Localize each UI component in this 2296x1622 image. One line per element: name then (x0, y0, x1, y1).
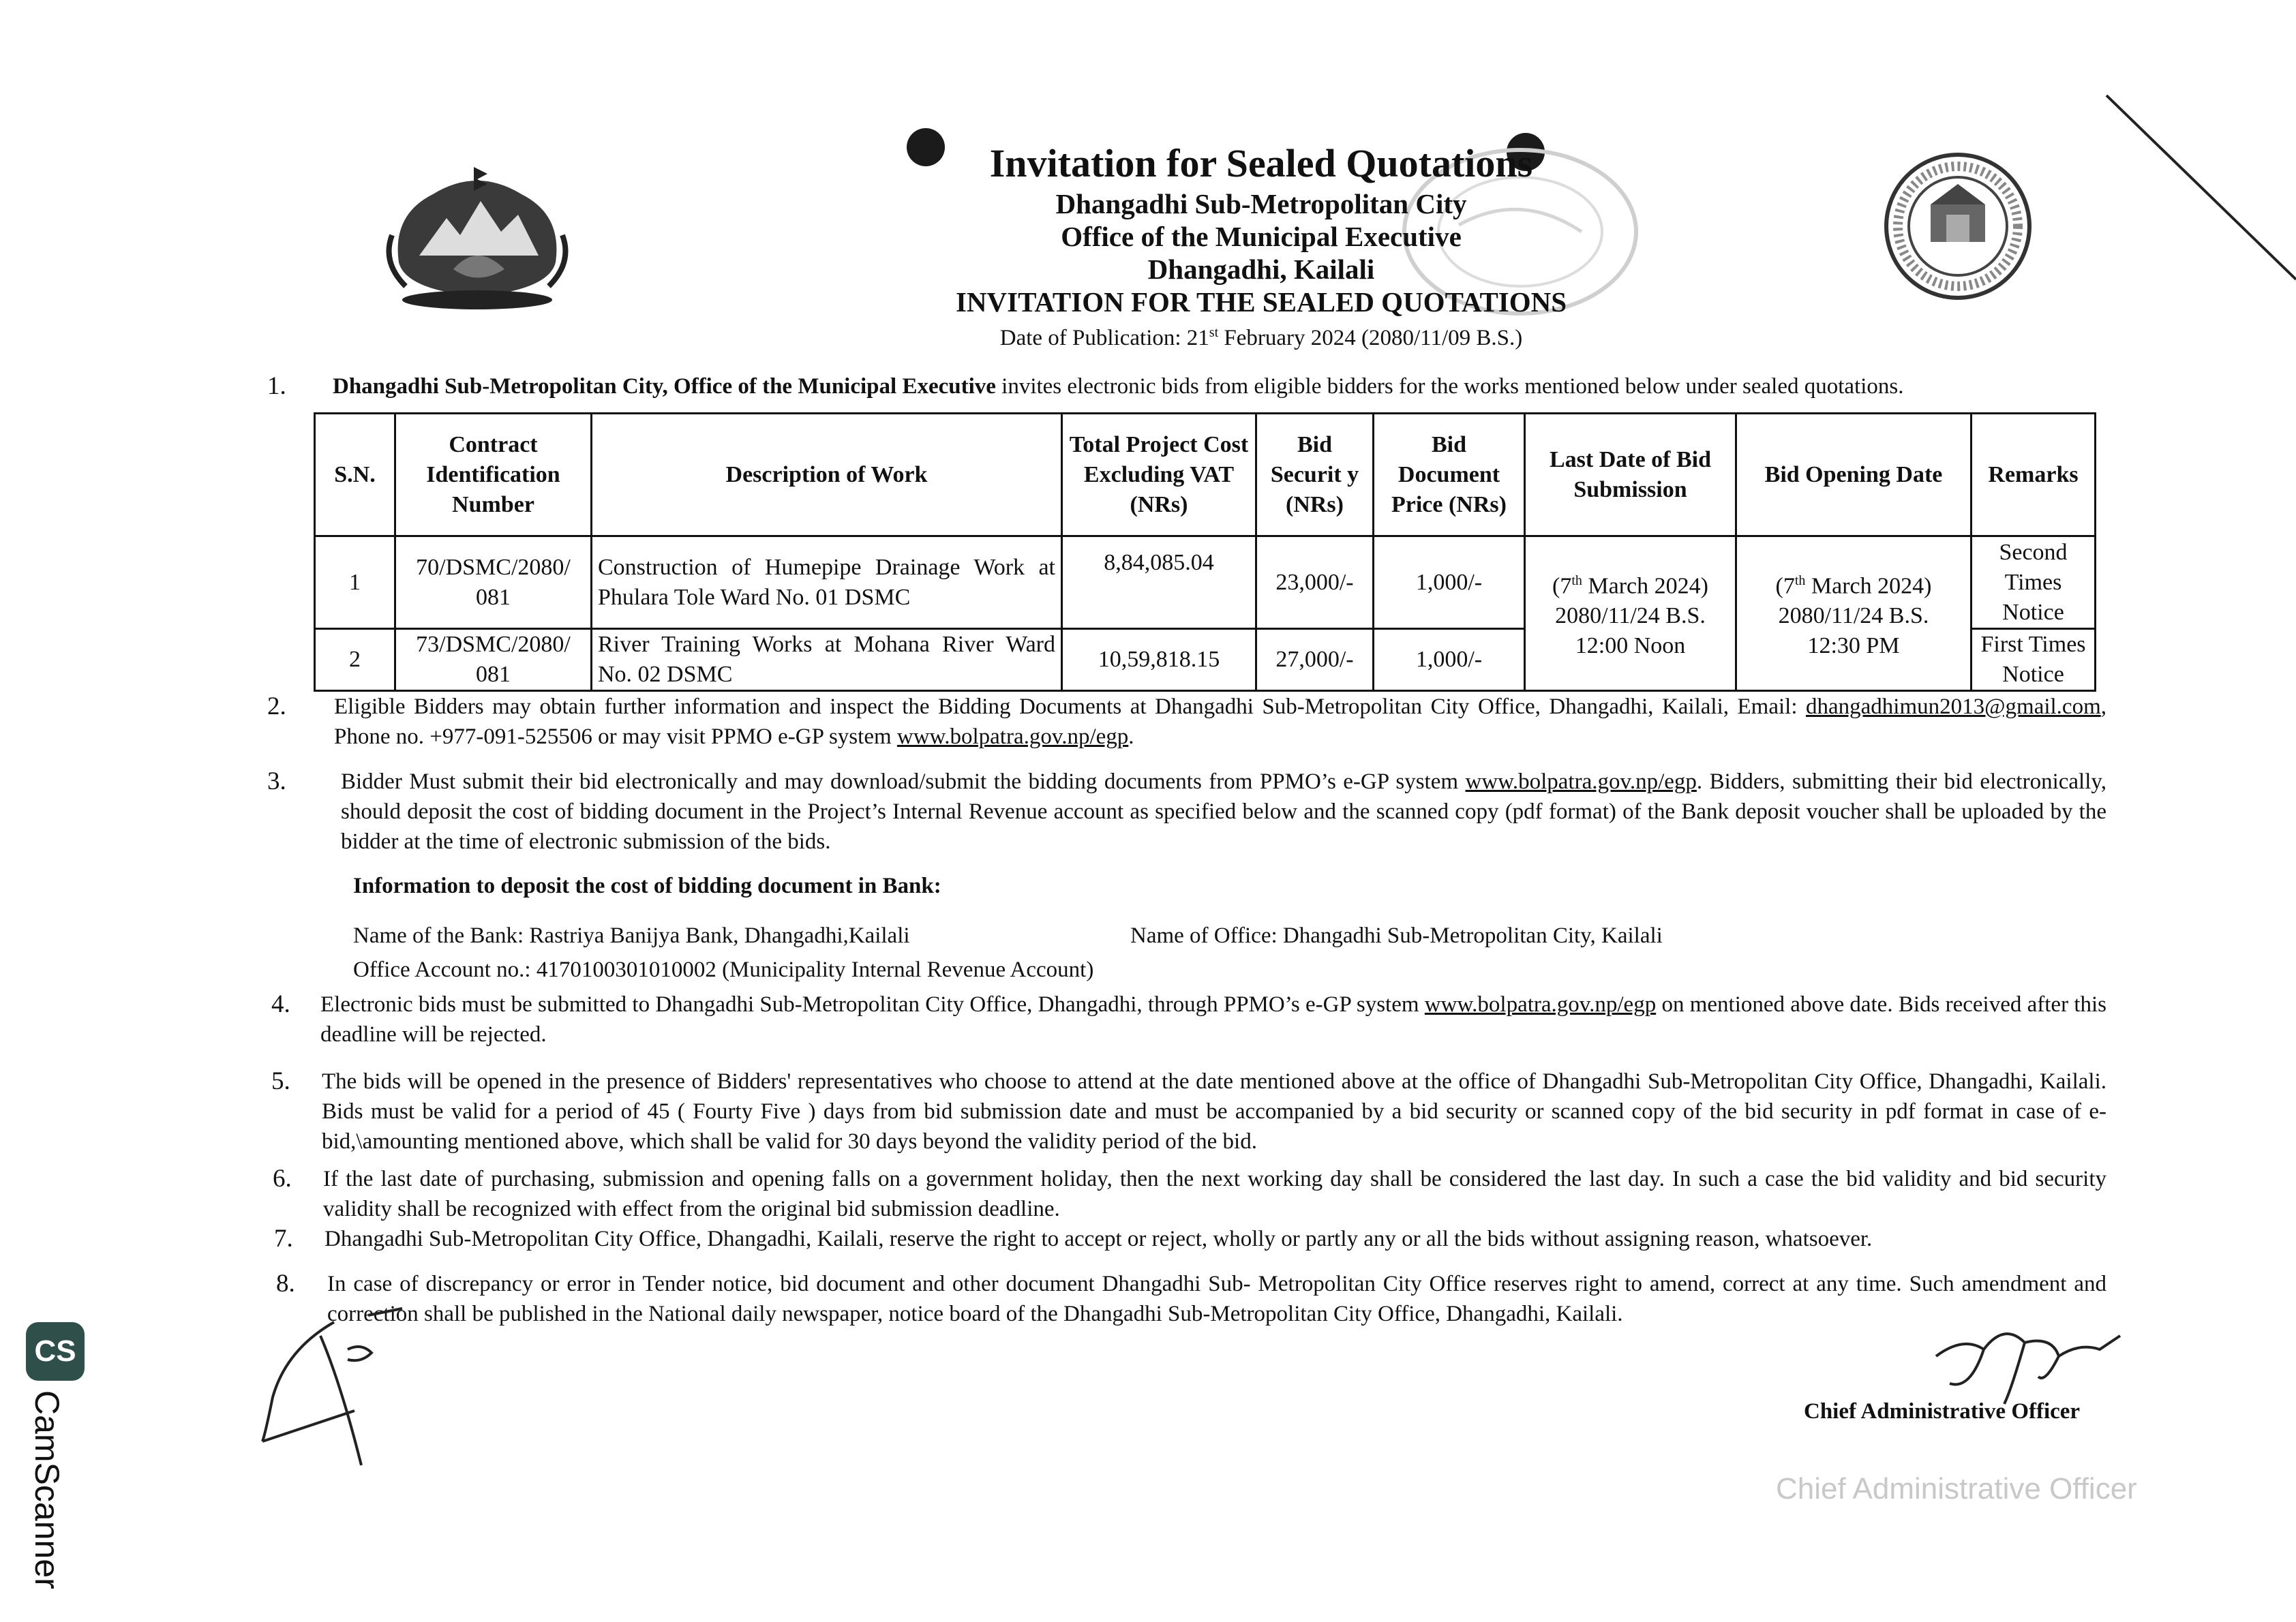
item-number-2: 2. (267, 692, 286, 720)
office-name: Office of the Municipal Executive (1061, 221, 1462, 252)
paragraph-2: Eligible Bidders may obtain further information and inspect the Bidding Documents at Dhangadhi Sub-Metropolitan City Office, Dhangadhi, Kailali, Email: dhangadhimun2013@gmail.com, Phone no. +977-091-525506 or may visit PPMO e-GP system www.bolpatra.gov.np/egp. (334, 694, 2106, 749)
bank-info-heading: Information to deposit the cost of bidding document in Bank: (353, 874, 941, 898)
cell-sn: 2 (315, 629, 395, 691)
cell-description: Construction of Humepipe Drainage Work at Phulara Tole Ward No. 01 DSMC (592, 536, 1062, 629)
cell-total-cost: 10,59,818.15 (1062, 629, 1256, 691)
paragraph-8: In case of discrepancy or error in Tender notice, bid document and other document Dhangadhi Sub- Metropolitan City Office reserves right to amend, correct at any time. Such amendment and correction shall be published in the National daily newspaper, notice board of the Dhangadhi Sub-Metropolitan City Office, Dhangadhi, Kailali. (327, 1272, 2106, 1326)
cell-remarks: Second Times Notice (1972, 536, 2096, 629)
notice-upper-title: INVITATION FOR THE SEALED QUOTATIONS (955, 286, 1567, 318)
signatory-caption: Chief Administrative Officer (1804, 1399, 2081, 1424)
works-table (314, 412, 2096, 692)
item-number-8: 8. (276, 1270, 295, 1298)
header-contract-id: Contract Identification Number (395, 414, 592, 536)
header-total-cost: Total Project Cost Excluding VAT (NRs) (1062, 414, 1256, 536)
nepal-emblem-icon (372, 153, 583, 317)
item-number-4: 4. (271, 990, 290, 1018)
paragraph-3: Bidder Must submit their bid electronically and may download/submit the bidding documents from PPMO’s e-GP system www.bolpatra.gov.np/egp. Bidders, submitting their bid electronically, should deposit the cost of bidding document in the Project’s Internal Revenue account as specified below and the scanned copy (pdf format) of the Bank deposit voucher shall be uploaded by the bidder at the time of electronic submission of the bids. (341, 769, 2106, 854)
table-header-row (315, 414, 2096, 536)
paragraph-7: Dhangadhi Sub-Metropolitan City Office, Dhangadhi, Kailali, reserve the right to accept or reject, wholly or partly any or all the bids without assigning reason, whatsoever. (324, 1227, 1873, 1251)
bank-name: Name of the Bank: Rastriya Banijya Bank, Dhangadhi,Kailali (353, 923, 910, 948)
item-number-1: 1. (267, 372, 286, 400)
scan-edge-line (2100, 89, 2296, 293)
cell-contract-id: 73/DSMC/2080/ 081 (395, 629, 592, 691)
right-signature (1922, 1309, 2127, 1411)
paragraph-1: Dhangadhi Sub-Metropolitan City, Office of the Municipal Executive invites electronic bids from eligible bidders for the works mentioned below under sealed quotations. (333, 374, 1904, 399)
header-remarks: Remarks (1972, 414, 2096, 536)
bank-account: Office Account no.: 4170100301010002 (Municipality Internal Revenue Account) (353, 958, 1094, 982)
item-number-3: 3. (267, 767, 286, 795)
header-description: Description of Work (592, 414, 1062, 536)
egp-link[interactable]: www.bolpatra.gov.np/egp (1465, 769, 1697, 794)
cell-remarks: First Times Notice (1972, 629, 2096, 691)
egp-link[interactable]: www.bolpatra.gov.np/egp (896, 724, 1129, 749)
cell-sn: 1 (315, 536, 395, 629)
paragraph-4: Electronic bids must be submitted to Dhangadhi Sub-Metropolitan City Office, Dhangadhi, through PPMO’s e-GP system www.bolpatra.gov.np/egp on mentioned above date. Bids received after this deadline will be rejected. (320, 992, 2107, 1047)
camscanner-watermark: CamScanner (28, 1390, 66, 1589)
notice-title: Invitation for Sealed Quotations (989, 141, 1533, 185)
header-last-date: Last Date of Bid Submission (1525, 414, 1736, 536)
header-sn: S.N. (315, 414, 395, 536)
municipality-seal-icon (1882, 150, 2035, 303)
cell-opening-date: (7th March 2024) 2080/11/24 B.S. 12:30 PM (1736, 536, 1972, 691)
office-location: Dhangadhi, Kailali (1147, 254, 1375, 285)
cell-doc-price: 1,000/- (1374, 536, 1525, 629)
cell-bid-security: 27,000/- (1256, 629, 1374, 691)
cell-total-cost: 8,84,085.04 (1062, 536, 1256, 629)
item-number-7: 7. (274, 1225, 293, 1253)
bank-office-name: Name of Office: Dhangadhi Sub-Metropolitan City, Kailali (1130, 923, 1663, 948)
header-doc-price: Bid Document Price (NRs) (1374, 414, 1525, 536)
table-row (315, 536, 2096, 629)
publication-date: Date of Publication: 21st February 2024 (2080/11/09 B.S.) (999, 325, 1523, 350)
org-name: Dhangadhi Sub-Metropolitan City (1055, 188, 1467, 219)
cell-doc-price: 1,000/- (1374, 629, 1525, 691)
cell-contract-id: 70/DSMC/2080/ 081 (395, 536, 592, 629)
email-link[interactable]: dhangadhimun2013@gmail.com (1806, 694, 2101, 719)
notice-header (750, 140, 1772, 352)
left-signature (259, 1295, 477, 1472)
paragraph-6: If the last date of purchasing, submission and opening falls on a government holiday, then the next working day shall be considered the last day. In such a case the bid validity and bid security validity shall be recognized with effect from the original bid submission deadline. (323, 1167, 2106, 1221)
header-opening-date: Bid Opening Date (1736, 414, 1972, 536)
cell-bid-security: 23,000/- (1256, 536, 1374, 629)
cell-description: River Training Works at Mohana River Ward No. 02 DSMC (592, 629, 1062, 691)
header-bid-security: Bid Securit y (NRs) (1256, 414, 1374, 536)
paragraph-5: The bids will be opened in the presence of Bidders' representatives who choose to attend at the date mentioned above at the office of Dhangadhi Sub-Metropolitan City Office, Dhangadhi, Kailali. Bids must be valid for a period of 45 ( Fourty Five ) days from bid submission date and must be accompanied by a bid security or scanned copy of the bid security in pdf format in case of e-bid,\amounting mentioned above, which shall be valid for 30 days beyond the validity period of the bid. (322, 1069, 2106, 1154)
item-number-6: 6. (273, 1165, 292, 1193)
cell-last-date: (7th March 2024) 2080/11/24 B.S. 12:00 Noon (1525, 536, 1736, 691)
camscanner-logo-icon: CS (26, 1322, 85, 1381)
item-number-5: 5. (271, 1067, 290, 1095)
faint-signatory-caption: Chief Administrative Officer (1776, 1472, 2137, 1505)
egp-link[interactable]: www.bolpatra.gov.np/egp (1424, 992, 1657, 1017)
